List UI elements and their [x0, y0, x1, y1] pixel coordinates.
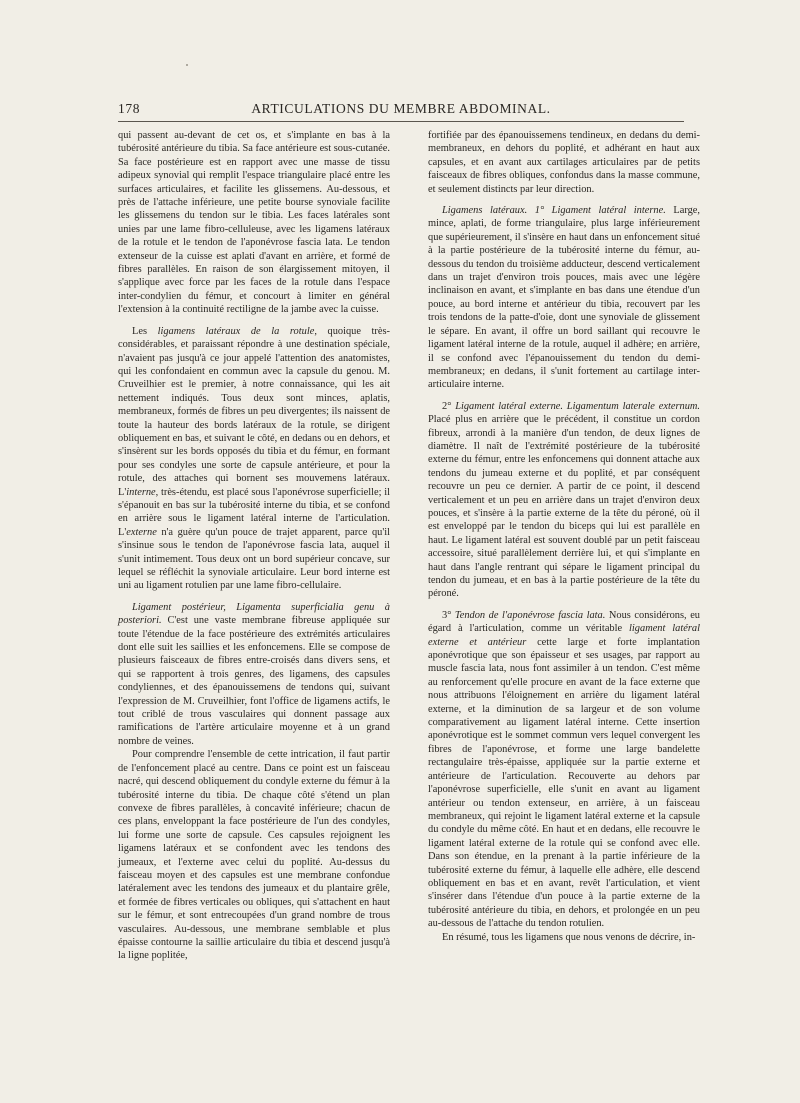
- text-run: Nous considérons, eu égard à l'articulation, comme un véritable: [428, 609, 700, 635]
- paragraph: [428, 609, 700, 931]
- header-rule: [118, 121, 684, 122]
- text-run: 3°: [442, 609, 455, 621]
- paragraph: [118, 325, 390, 593]
- paper-speck: [186, 64, 188, 66]
- italic-text: Ligament latéral externe. Ligamentum laterale externum.: [455, 400, 700, 412]
- paragraph: [118, 601, 390, 748]
- text-run: qui passent au-devant de cet os, et s'implante en bas à la tubérosité antérieure du tibia. Sa face antérieure est sous-cutanée. Sa face postérieure est en rapport avec une masse de tissu adipeux synovial qui remplit l'espace triangulaire placé entre les surfaces articulaires, et facilite les glissemens. Au-dessous, et près de l'attache inférieure, une petite bourse synoviale facilite les glissemens du tendon sur le tibia. Les faces latérales sont unies par une lame fibro-celluleuse, avec les ligamens latéraux de la rotule et le tendon de l'aponévrose fascia lata. Le tendon extenseur de la cuisse est aplati d'avant en arrière, et formé de fibres parallèles. En raison de son élargissement mitoyen, il s'applique avec force par les faces de la rotule dans l'espace inter-condylien du fémur, et concourt à limiter en général l'extension à la continuité rectiligne de la jambe avec la cuisse.: [118, 130, 390, 316]
- text-run: n'a guère qu'un pouce de trajet apparent, parce qu'il s'insinue sous le tendon de l'aponévrose fascia lata, auquel il s'unit intimement. Tous deux ont un bord supérieur concave, sur lequel se réfléchit la synoviale articulaire. Leur bord interne est uni au ligament rotulien par une lame fibro-cellulaire.: [118, 526, 390, 592]
- paragraph: [118, 129, 390, 317]
- italic-text: ligamens latéraux de la rotule: [157, 325, 315, 337]
- paragraph: [428, 204, 700, 392]
- italic-text: Ligamens latéraux. 1° Ligament latéral interne.: [442, 205, 666, 217]
- text-run: , quoique très-considérables, et paraissant répondre à une destination spéciale, n'avaient pas jusqu'à ce jour appelé l'attention des anatomistes, qui les confondaient en commun avec la capsule du genou. M. Cruveilhier est le premier, à notre connaissance, qui les ait nettement indiqués. Tous deux sont minces, aplatis, membraneux, formés de fibres un peu divergentes; ils naissent de toute la hauteur des bords latéraux de la rotule, se dirigent obliquement en bas, et suivant le côté, en dedans ou en dehors, et s'insèrent sur les bords opposés du tibia et du fémur, en formant pour ses condyles une sorte de capsule antérieure, et pour la rotule, des attaches qui bornent ses mouvemens latéraux. L': [118, 325, 390, 498]
- running-title: ARTICULATIONS DU MEMBRE ABDOMINAL.: [251, 101, 551, 116]
- text-run: C'est une vaste membrane fibreuse appliquée sur toute l'étendue de la face postérieure des extrémités articulaires dont elle suit les saillies et les enfoncemens. Elle se compose de plusieurs faisceaux de fibres entre-croisés dans divers sens, et qui se rapportent à trois genres, des ligamens, des capsules condyliennes, et des épanouissemens de tendons qui, suivant l'expression de M. Cruveilhier, font l'office de ligamens actifs, le tout criblé de trous vasculaires qui donnent passage aux ramifications de l'artère articulaire moyenne et à un grand nombre de veines.: [118, 615, 390, 747]
- paragraph: [428, 129, 700, 196]
- italic-text: Ligament postérieur, Ligamenta superficialia genu à posteriori.: [118, 601, 390, 627]
- right-text-column: [428, 129, 700, 952]
- text-run: Les: [132, 325, 158, 337]
- running-head: [118, 101, 684, 119]
- text-run: 2°: [442, 400, 456, 412]
- paragraph: [428, 931, 700, 944]
- text-run: En résumé, tous les ligamens que nous venons de décrire, in-: [442, 931, 696, 943]
- paragraph: [118, 748, 390, 963]
- italic-text: ligament latéral externe et antérieur: [428, 623, 700, 648]
- italic-text: externe: [126, 526, 157, 538]
- text-run: , très-étendu, est placé sous l'aponévrose superficielle; il s'épanouit en bas sur la tubérosité interne du tibia, et se confond en arrière sous le ligament latéral interne de l'articulation. L': [118, 486, 390, 538]
- italic-text: Tendon de l'aponévrose fascia lata.: [454, 609, 606, 621]
- italic-text: interne: [126, 486, 156, 498]
- text-run: Large, mince, aplati, de forme triangulaire, plus large inférieurement que supérieurement, il s'insère en haut dans un enfoncement situé à la partie postérieure de la tubérosité interne du fémur, au-dessous du tendon du troisième adducteur, descend verticalement dans un trajet d'environ trois pouces, mais avec une légère inclinaison en avant, et s'implante en bas dans une étendue d'un pouce, au bord interne et antérieur du tibia, recouvert par les trois tendons de la patte-d'oie, dont une synoviale de glissement le sépare. En avant, il offre un bord saillant qui recouvre le ligament latéral interne de la rotule, auquel il adhère; en arrière, il se confond avec l'épanouissement du tendon du demi-membraneux; en dedans, il s'unit fortement au cartilage inter-articulaire interne.: [428, 205, 700, 391]
- page-number: 178: [118, 101, 141, 116]
- text-run: Pour comprendre l'ensemble de cette intrication, il faut partir de l'enfoncement placé au centre. Dans ce point est un faisceau nacré, qui descend obliquement du condyle externe du fémur à la tubérosité interne du tibia. De chaque côté s'étend un plan convexe de fibres parallèles, à concavité inférieure; chacun de ces plans, enveloppant la face postérieure de l'un des condyles, lui forme une sorte de capsule. Ces capsules rejoignent les ligamens latéraux et se confondent avec les tendons des jumeaux, et l'externe avec celui du poplité. Au-dessus du faisceau moyen et des capsules est une membrane confondue latéralement avec les tendons des jumeaux et du plantaire grêle, et formée de fibres verticales ou obliques, qui s'attachent en haut sur le fémur, et sont entrecoupées d'un grand nombre de trous vasculaires. Au-dessous, une membrane semblable et plus épaisse contourne la saillie articulaire du tibia et descend jusqu'à la ligne poplitée,: [118, 749, 390, 962]
- text-run: cette large et forte implantation aponévrotique que son épaisseur et ses usages, par rapport au muscle fascia lata, nous font assimiler à un tendon. C'est même au renforcement qu'elle procure en avant de la face externe que nous attribuons l'éloignement en arrière du ligament latéral externe, et la diminution de sa largeur et de son volume comparativement au ligament latéral interne. Cette insertion aponévrotique est le sommet commun vers lequel convergent les fibres de l'aponévrose, et forme une large bandelette rectangulaire très-épaisse, appliquée sur la partie externe et antérieure de l'articulation. Recouverte au dehors par l'aponévrose superficielle, elle s'unit en avant au ligament antérieur ou tendon extenseur, en arrière, à un faisceau membraneux, qui rejoint le ligament latéral externe et la capsule du condyle du même côté. En haut et en dedans, elle recouvre le ligament latéral externe de la rotule qui se confond avec elle. Dans son étendue, en la prenant à la partie inférieure de la tubérosité externe du fémur, à laquelle elle adhère, elle descend obliquement en bas et en avant, revêt l'articulation, et vient s'insérer dans l'étendue d'un pouce à la partie externe de la tubérosité antérieure du tibia, en dehors, et prolongée en un peu au-dessous de l'attache du tendon rotulien.: [428, 636, 700, 930]
- left-text-column: [118, 129, 390, 971]
- paragraph: [428, 400, 700, 601]
- text-run: Placé plus en arrière que le précédent, il constitue un cordon fibreux, arrondi à la manière d'un tendon, de deux lignes de diamètre. Il naît de l'extrémité postérieure de la tubérosité externe du fémur, entre les enfoncemens qui donnent attache aux tendons du jumeau externe et du poplité, et par conséquent recouvre un peu ce dernier. A partir de ce point, il descend verticalement et un peu en arrière dans un trajet d'environ deux pouces, et s'insère à la partie externe de la tête du péroné, où il est enveloppé par le tendon du biceps qui lui est parallèle en haut. Le ligament latéral est souvent doublé par un petit faisceau accessoire, situé parallèlement derrière lui, et qui s'implante en haut dans l'angle rentrant qui sépare le ligament principal du tendon du jumeau, et en bas à la partie postérieure de la tête du péroné.: [428, 414, 700, 600]
- text-run: fortifiée par des épanouissemens tendineux, en dedans du demi-membraneux, en dehors du poplité, et adhérant en haut aux capsules, et en avant aux cartilages articulaires par de petits faisceaux de fibres obliques, confondus dans la masse commune, et seulement distincts par leur direction.: [428, 130, 700, 195]
